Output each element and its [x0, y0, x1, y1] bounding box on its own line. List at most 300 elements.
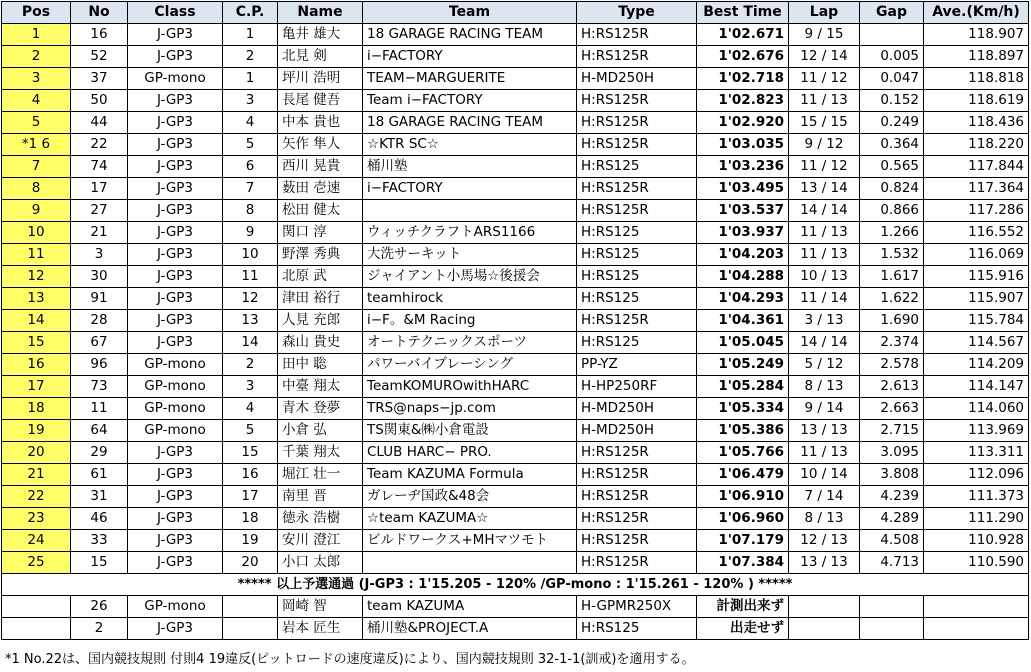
name-cell: 松田 健太	[278, 200, 363, 222]
ave-cell: 113.969	[924, 420, 1029, 442]
lap-cell: 3 / 13	[789, 310, 860, 332]
lap-cell: 15 / 15	[789, 112, 860, 134]
name-cell: 徳永 浩樹	[278, 508, 363, 530]
no-cell: 28	[71, 310, 128, 332]
team-cell: 18 GARAGE RACING TEAM	[363, 112, 577, 134]
pos-cell: 7	[2, 156, 71, 178]
best-time-cell: 1'06.960	[697, 508, 789, 530]
no-cell: 52	[71, 46, 128, 68]
footnote: *1 No.22は、国内競技規則 付則4 19違反(ピットロードの速度違反)により、国内競技規則 32-1-1(訓戒)を適用する。	[5, 652, 695, 667]
type-cell: H:RS125R	[577, 508, 697, 530]
ave-cell: 111.290	[924, 508, 1029, 530]
no-cell: 37	[71, 68, 128, 90]
table-row[interactable]	[2, 24, 1029, 46]
pos-cell: 8	[2, 178, 71, 200]
team-cell: 18 GARAGE RACING TEAM	[363, 24, 577, 46]
no-cell: 17	[71, 178, 128, 200]
no-cell: 3	[71, 244, 128, 266]
team-cell	[363, 200, 577, 222]
pos-cell: 21	[2, 464, 71, 486]
type-cell: H:RS125R	[577, 486, 697, 508]
gap-cell: 1.532	[860, 244, 924, 266]
pos-cell: 16	[2, 354, 71, 376]
name-cell: 北見 剣	[278, 46, 363, 68]
table-row[interactable]	[2, 266, 1029, 288]
gap-cell: 0.824	[860, 178, 924, 200]
class-cell: GP-mono	[128, 354, 223, 376]
ave-cell: 111.373	[924, 486, 1029, 508]
no-cell: 27	[71, 200, 128, 222]
best-time-cell: 1'06.479	[697, 464, 789, 486]
pos-cell: 2	[2, 46, 71, 68]
lap-cell: 11 / 13	[789, 90, 860, 112]
type-cell: H:RS125R	[577, 46, 697, 68]
pos-cell: 15	[2, 332, 71, 354]
ave-cell: 116.069	[924, 244, 1029, 266]
table-row[interactable]	[2, 68, 1029, 90]
ave-cell: 118.619	[924, 90, 1029, 112]
pos-cell: 23	[2, 508, 71, 530]
best-time-cell: 1'05.284	[697, 376, 789, 398]
class-cell: J-GP3	[128, 332, 223, 354]
type-cell: H-MD250H	[577, 420, 697, 442]
best-time-cell: 1'05.386	[697, 420, 789, 442]
ave-cell: 117.286	[924, 200, 1029, 222]
class-cell: J-GP3	[128, 508, 223, 530]
col-header-type[interactable]: Type	[577, 2, 697, 24]
cp-cell: 10	[223, 244, 278, 266]
ave-cell: 115.784	[924, 310, 1029, 332]
cp-cell: 1	[223, 24, 278, 46]
col-header-pos[interactable]: Pos	[2, 2, 71, 24]
gap-cell: 3.095	[860, 442, 924, 464]
table-row[interactable]	[2, 90, 1029, 112]
col-header-gap[interactable]: Gap	[860, 2, 924, 24]
results-body	[2, 24, 1029, 640]
class-cell: GP-mono	[128, 420, 223, 442]
no-cell: 64	[71, 420, 128, 442]
no-cell: 2	[71, 618, 128, 640]
team-cell: i−FACTORY	[363, 178, 577, 200]
cp-cell: 18	[223, 508, 278, 530]
type-cell: H:RS125R	[577, 464, 697, 486]
team-cell: 桶川塾	[363, 156, 577, 178]
lap-cell: 5 / 12	[789, 354, 860, 376]
cp-cell: 2	[223, 354, 278, 376]
table-row[interactable]	[2, 156, 1029, 178]
qualify-note: ***** 以上予選通過 (J-GP3 : 1'15.205 - 120% /GP-mono : 1'15.261 - 120% ) *****	[2, 574, 1029, 596]
class-cell: J-GP3	[128, 134, 223, 156]
lap-cell: 13 / 13	[789, 420, 860, 442]
pos-cell: 14	[2, 310, 71, 332]
class-cell: J-GP3	[128, 310, 223, 332]
gap-cell	[860, 618, 924, 640]
cp-cell: 11	[223, 266, 278, 288]
pos-cell: 9	[2, 200, 71, 222]
class-cell: J-GP3	[128, 486, 223, 508]
col-header-lap[interactable]: Lap	[789, 2, 860, 24]
no-cell: 15	[71, 552, 128, 574]
gap-cell: 0.249	[860, 112, 924, 134]
team-cell: オートテクニックスポーツ	[363, 332, 577, 354]
gap-cell: 0.565	[860, 156, 924, 178]
team-cell: ガレーヂ国政&48会	[363, 486, 577, 508]
gap-cell: 0.364	[860, 134, 924, 156]
team-cell: TeamKOMUROwithHARC	[363, 376, 577, 398]
gap-cell	[860, 596, 924, 618]
type-cell: H:RS125	[577, 618, 697, 640]
ave-cell: 117.364	[924, 178, 1029, 200]
cp-cell: 5	[223, 134, 278, 156]
pos-cell: 1	[2, 24, 71, 46]
table-row[interactable]	[2, 354, 1029, 376]
team-cell: ウィッチクラフトARS1166	[363, 222, 577, 244]
gap-cell: 0.047	[860, 68, 924, 90]
class-cell: J-GP3	[128, 244, 223, 266]
lap-cell: 8 / 13	[789, 508, 860, 530]
ave-cell: 114.209	[924, 354, 1029, 376]
type-cell: H:RS125	[577, 266, 697, 288]
class-cell: J-GP3	[128, 112, 223, 134]
ave-cell: 113.311	[924, 442, 1029, 464]
best-time-cell: 1'06.910	[697, 486, 789, 508]
lap-cell: 14 / 14	[789, 200, 860, 222]
name-cell: 坪川 浩明	[278, 68, 363, 90]
lap-cell: 14 / 14	[789, 332, 860, 354]
no-cell: 33	[71, 530, 128, 552]
cp-cell: 3	[223, 376, 278, 398]
col-header-team[interactable]: Team	[363, 2, 577, 24]
team-cell: パワーバイプレーシング	[363, 354, 577, 376]
name-cell: 津田 裕行	[278, 288, 363, 310]
table-row[interactable]	[2, 464, 1029, 486]
table-row[interactable]	[2, 420, 1029, 442]
table-row[interactable]	[2, 288, 1029, 310]
cp-cell: 4	[223, 112, 278, 134]
team-cell: TEAM−MARGUERITE	[363, 68, 577, 90]
pos-cell: 11	[2, 244, 71, 266]
name-cell: 小口 太郎	[278, 552, 363, 574]
type-cell: H-HP250RF	[577, 376, 697, 398]
col-header-ave[interactable]: Ave.(Km/h)	[924, 2, 1029, 24]
lap-cell: 8 / 13	[789, 376, 860, 398]
no-cell: 96	[71, 354, 128, 376]
type-cell: H:RS125R	[577, 178, 697, 200]
lap-cell: 9 / 12	[789, 134, 860, 156]
best-time-cell: 出走せず	[697, 618, 789, 640]
gap-cell: 2.663	[860, 398, 924, 420]
table-row[interactable]	[2, 376, 1029, 398]
type-cell: H-MD250H	[577, 398, 697, 420]
no-cell: 29	[71, 442, 128, 464]
team-cell: CLUB HARC− PRO.	[363, 442, 577, 464]
results-sheet	[1, 1, 1029, 667]
best-time-cell: 1'07.179	[697, 530, 789, 552]
gap-cell: 1.266	[860, 222, 924, 244]
type-cell: H:RS125R	[577, 134, 697, 156]
pos-cell: 5	[2, 112, 71, 134]
type-cell: H:RS125R	[577, 24, 697, 46]
table-row[interactable]	[2, 486, 1029, 508]
cp-cell: 5	[223, 420, 278, 442]
name-cell: 野澤 秀典	[278, 244, 363, 266]
cp-cell: 16	[223, 464, 278, 486]
table-row[interactable]	[2, 134, 1029, 156]
class-cell: GP-mono	[128, 376, 223, 398]
cp-cell	[223, 596, 278, 618]
best-time-cell: 1'03.495	[697, 178, 789, 200]
team-cell: team KAZUMA	[363, 596, 577, 618]
ave-cell: 112.096	[924, 464, 1029, 486]
team-cell: ビルドワークス+MHマツモト	[363, 530, 577, 552]
team-cell: ジャイアント小馬場☆後援会	[363, 266, 577, 288]
class-cell: J-GP3	[128, 200, 223, 222]
cp-cell: 13	[223, 310, 278, 332]
ave-cell	[924, 618, 1029, 640]
pos-cell: 12	[2, 266, 71, 288]
best-time-cell: 1'05.334	[697, 398, 789, 420]
class-cell: J-GP3	[128, 464, 223, 486]
team-cell: 桶川塾&PROJECT.A	[363, 618, 577, 640]
class-cell: J-GP3	[128, 266, 223, 288]
type-cell: H-GPMR250X	[577, 596, 697, 618]
type-cell: H:RS125R	[577, 530, 697, 552]
class-cell: J-GP3	[128, 178, 223, 200]
cp-cell: 3	[223, 90, 278, 112]
team-cell: TS関東&㈱小倉電設	[363, 420, 577, 442]
table-row[interactable]	[2, 200, 1029, 222]
class-cell: J-GP3	[128, 442, 223, 464]
name-cell: 堀江 壮一	[278, 464, 363, 486]
type-cell: PP-YZ	[577, 354, 697, 376]
class-cell: J-GP3	[128, 288, 223, 310]
team-cell: ☆team KAZUMA☆	[363, 508, 577, 530]
unclassified-row[interactable]	[2, 596, 1029, 618]
gap-cell: 1.617	[860, 266, 924, 288]
name-cell: 長尾 健吾	[278, 90, 363, 112]
cp-cell: 9	[223, 222, 278, 244]
cp-cell: 1	[223, 68, 278, 90]
lap-cell: 13 / 13	[789, 552, 860, 574]
cp-cell	[223, 618, 278, 640]
gap-cell	[860, 24, 924, 46]
table-row[interactable]	[2, 222, 1029, 244]
col-header-class[interactable]: Class	[128, 2, 223, 24]
type-cell: H:RS125	[577, 244, 697, 266]
no-cell: 46	[71, 508, 128, 530]
pos-cell: *1 6	[2, 134, 71, 156]
lap-cell: 12 / 14	[789, 46, 860, 68]
no-cell: 21	[71, 222, 128, 244]
lap-cell: 7 / 14	[789, 486, 860, 508]
table-row[interactable]	[2, 552, 1029, 574]
team-cell: TRS@naps−jp.com	[363, 398, 577, 420]
pos-cell: 19	[2, 420, 71, 442]
gap-cell: 4.508	[860, 530, 924, 552]
class-cell: J-GP3	[128, 90, 223, 112]
table-row[interactable]	[2, 530, 1029, 552]
cp-cell: 19	[223, 530, 278, 552]
lap-cell: 11 / 14	[789, 288, 860, 310]
ave-cell: 114.567	[924, 332, 1029, 354]
team-cell: i−F。&M Racing	[363, 310, 577, 332]
no-cell: 16	[71, 24, 128, 46]
table-row[interactable]	[2, 398, 1029, 420]
lap-cell: 13 / 14	[789, 178, 860, 200]
ave-cell: 118.220	[924, 134, 1029, 156]
best-time-cell: 1'04.203	[697, 244, 789, 266]
class-cell: J-GP3	[128, 156, 223, 178]
table-row[interactable]	[2, 112, 1029, 134]
lap-cell: 11 / 13	[789, 442, 860, 464]
no-cell: 61	[71, 464, 128, 486]
no-cell: 50	[71, 90, 128, 112]
table-row[interactable]	[2, 46, 1029, 68]
type-cell: H:RS125R	[577, 442, 697, 464]
type-cell: H:RS125R	[577, 200, 697, 222]
class-cell: J-GP3	[128, 24, 223, 46]
lap-cell: 10 / 13	[789, 266, 860, 288]
table-row[interactable]	[2, 508, 1029, 530]
results-table	[1, 1, 1029, 640]
ave-cell: 114.060	[924, 398, 1029, 420]
ave-cell: 114.147	[924, 376, 1029, 398]
pos-cell: 18	[2, 398, 71, 420]
no-cell: 67	[71, 332, 128, 354]
qualify-note-row	[2, 574, 1029, 596]
table-row[interactable]	[2, 310, 1029, 332]
cp-cell: 6	[223, 156, 278, 178]
ave-cell: 110.928	[924, 530, 1029, 552]
table-row[interactable]	[2, 332, 1029, 354]
gap-cell: 2.715	[860, 420, 924, 442]
type-cell: H:RS125R	[577, 90, 697, 112]
ave-cell: 115.907	[924, 288, 1029, 310]
type-cell: H:RS125	[577, 332, 697, 354]
gap-cell: 0.866	[860, 200, 924, 222]
class-cell: J-GP3	[128, 222, 223, 244]
type-cell: H:RS125R	[577, 112, 697, 134]
best-time-cell: 1'03.035	[697, 134, 789, 156]
no-cell: 91	[71, 288, 128, 310]
name-cell: 田中 聡	[278, 354, 363, 376]
best-time-cell: 1'03.937	[697, 222, 789, 244]
pos-cell: 25	[2, 552, 71, 574]
cp-cell: 2	[223, 46, 278, 68]
name-cell: 西川 晃貴	[278, 156, 363, 178]
header-row	[2, 2, 1029, 24]
gap-cell: 4.289	[860, 508, 924, 530]
team-cell: teamhirock	[363, 288, 577, 310]
best-time-cell: 1'02.718	[697, 68, 789, 90]
name-cell: 北原 武	[278, 266, 363, 288]
lap-cell: 11 / 13	[789, 244, 860, 266]
name-cell: 人見 充郎	[278, 310, 363, 332]
name-cell: 小倉 弘	[278, 420, 363, 442]
pos-cell: 3	[2, 68, 71, 90]
cp-cell: 7	[223, 178, 278, 200]
gap-cell: 1.622	[860, 288, 924, 310]
no-cell: 30	[71, 266, 128, 288]
lap-cell: 9 / 15	[789, 24, 860, 46]
unclassified-row[interactable]	[2, 618, 1029, 640]
best-time-cell: 1'05.045	[697, 332, 789, 354]
class-cell: GP-mono	[128, 398, 223, 420]
col-header-best-time[interactable]: Best Time	[697, 2, 789, 24]
cp-cell: 17	[223, 486, 278, 508]
gap-cell: 3.808	[860, 464, 924, 486]
ave-cell: 118.818	[924, 68, 1029, 90]
ave-cell: 115.916	[924, 266, 1029, 288]
lap-cell: 12 / 13	[789, 530, 860, 552]
table-row[interactable]	[2, 178, 1029, 200]
type-cell: H:RS125R	[577, 552, 697, 574]
team-cell	[363, 552, 577, 574]
no-cell: 44	[71, 112, 128, 134]
best-time-cell: 1'04.293	[697, 288, 789, 310]
best-time-cell: 1'04.288	[697, 266, 789, 288]
type-cell: H-MD250H	[577, 68, 697, 90]
best-time-cell: 1'07.384	[697, 552, 789, 574]
best-time-cell: 1'02.823	[697, 90, 789, 112]
best-time-cell: 1'02.676	[697, 46, 789, 68]
table-row[interactable]	[2, 244, 1029, 266]
best-time-cell: 計測出来ず	[697, 596, 789, 618]
type-cell: H:RS125R	[577, 310, 697, 332]
team-cell: Team KAZUMA Formula	[363, 464, 577, 486]
no-cell: 11	[71, 398, 128, 420]
name-cell: 岩本 匠生	[278, 618, 363, 640]
name-cell: 矢作 隼人	[278, 134, 363, 156]
gap-cell: 2.374	[860, 332, 924, 354]
gap-cell: 0.005	[860, 46, 924, 68]
pos-cell: 24	[2, 530, 71, 552]
no-cell: 22	[71, 134, 128, 156]
gap-cell: 2.613	[860, 376, 924, 398]
class-cell: J-GP3	[128, 618, 223, 640]
lap-cell	[789, 618, 860, 640]
col-header-no[interactable]: No	[71, 2, 128, 24]
lap-cell: 10 / 14	[789, 464, 860, 486]
best-time-cell: 1'03.537	[697, 200, 789, 222]
table-row[interactable]	[2, 442, 1029, 464]
name-cell: 南里 晋	[278, 486, 363, 508]
team-cell: Team i−FACTORY	[363, 90, 577, 112]
pos-cell: 20	[2, 442, 71, 464]
pos-cell: 22	[2, 486, 71, 508]
pos-cell: 17	[2, 376, 71, 398]
ave-cell: 110.590	[924, 552, 1029, 574]
class-cell: GP-mono	[128, 596, 223, 618]
col-header-name[interactable]: Name	[278, 2, 363, 24]
best-time-cell: 1'05.249	[697, 354, 789, 376]
team-cell: i−FACTORY	[363, 46, 577, 68]
name-cell: 岡崎 智	[278, 596, 363, 618]
cp-cell: 4	[223, 398, 278, 420]
best-time-cell: 1'03.236	[697, 156, 789, 178]
best-time-cell: 1'02.671	[697, 24, 789, 46]
team-cell: 大洗サーキット	[363, 244, 577, 266]
class-cell: J-GP3	[128, 46, 223, 68]
name-cell: 森山 貴史	[278, 332, 363, 354]
pos-cell: 10	[2, 222, 71, 244]
lap-cell: 11 / 12	[789, 68, 860, 90]
cp-cell: 15	[223, 442, 278, 464]
col-header-cp[interactable]: C.P.	[223, 2, 278, 24]
lap-cell: 9 / 14	[789, 398, 860, 420]
gap-cell: 2.578	[860, 354, 924, 376]
ave-cell: 118.897	[924, 46, 1029, 68]
